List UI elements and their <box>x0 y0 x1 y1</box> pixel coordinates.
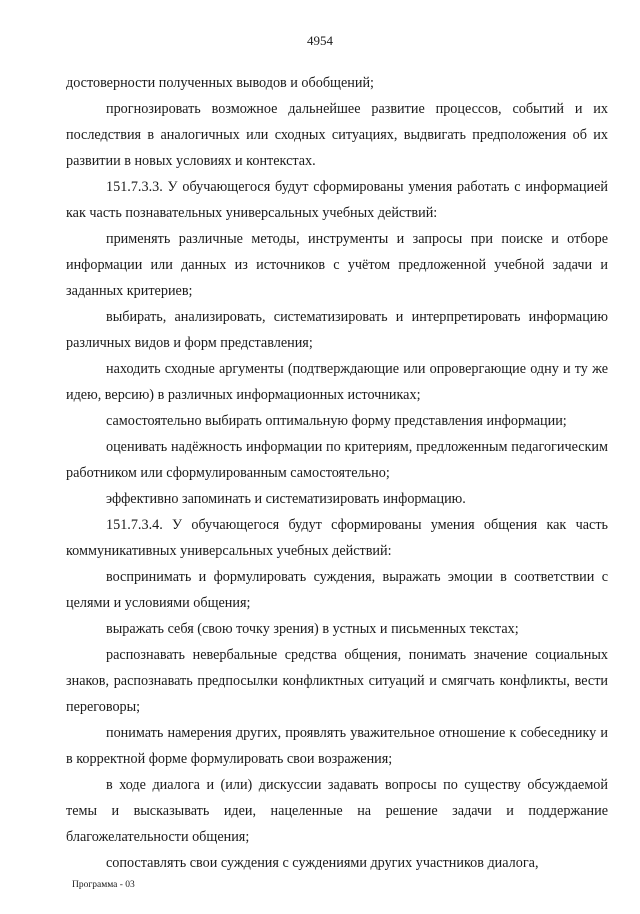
paragraph: прогнозировать возможное дальнейшее развитие процессов, событий и их последствия в аналогичных или сходных ситуациях, выдвигать предположения об их развитии в новых условиях и контекстах. <box>66 101 608 169</box>
list-item: сопоставлять свои суждения с суждениями других участников диалога, <box>106 855 539 871</box>
list-item: эффективно запоминать и систематизировать информацию. <box>106 491 466 507</box>
section-heading-151-7-3-4: 151.7.3.4. У обучающегося будут сформированы умения общения как часть коммуникативных универсальных учебных действий: <box>66 517 608 559</box>
page-footer: Программа - 03 <box>72 880 135 890</box>
list-item: распознавать невербальные средства общения, понимать значение социальных знаков, распознавать предпосылки конфликтных ситуаций и смягчать конфликты, вести переговоры; <box>66 647 608 715</box>
list-item: оценивать надёжность информации по критериям, предложенным педагогическим работником или сформулированным самостоятельно; <box>66 439 608 481</box>
paragraph: достоверности полученных выводов и обобщений; <box>66 75 374 91</box>
list-item: применять различные методы, инструменты и запросы при поиске и отборе информации или данных из источников с учётом предложенной учебной задачи и заданных критериев; <box>66 231 608 299</box>
list-item: в ходе диалога и (или) дискуссии задавать вопросы по существу обсуждаемой темы и высказывать идеи, нацеленные на решение задачи и поддержание благожелательности общения; <box>66 777 608 845</box>
list-item: выбирать, анализировать, систематизировать и интерпретировать информацию различных видов и форм представления; <box>66 309 608 351</box>
list-item: находить сходные аргументы (подтверждающие или опровергающие одну и ту же идею, версию) в различных информационных источниках; <box>66 361 608 403</box>
list-item: самостоятельно выбирать оптимальную форму представления информации; <box>106 413 567 429</box>
document-body <box>66 70 608 876</box>
list-item: воспринимать и формулировать суждения, выражать эмоции в соответствии с целями и условиями общения; <box>66 569 608 611</box>
list-item: выражать себя (свою точку зрения) в устных и письменных текстах; <box>106 621 519 637</box>
page-number: 4954 <box>307 33 333 48</box>
section-heading-151-7-3-3: 151.7.3.3. У обучающегося будут сформированы умения работать с информацией как часть познавательных универсальных учебных действий: <box>66 179 608 221</box>
list-item: понимать намерения других, проявлять уважительное отношение к собеседнику и в корректной форме формулировать свои возражения; <box>66 725 608 767</box>
